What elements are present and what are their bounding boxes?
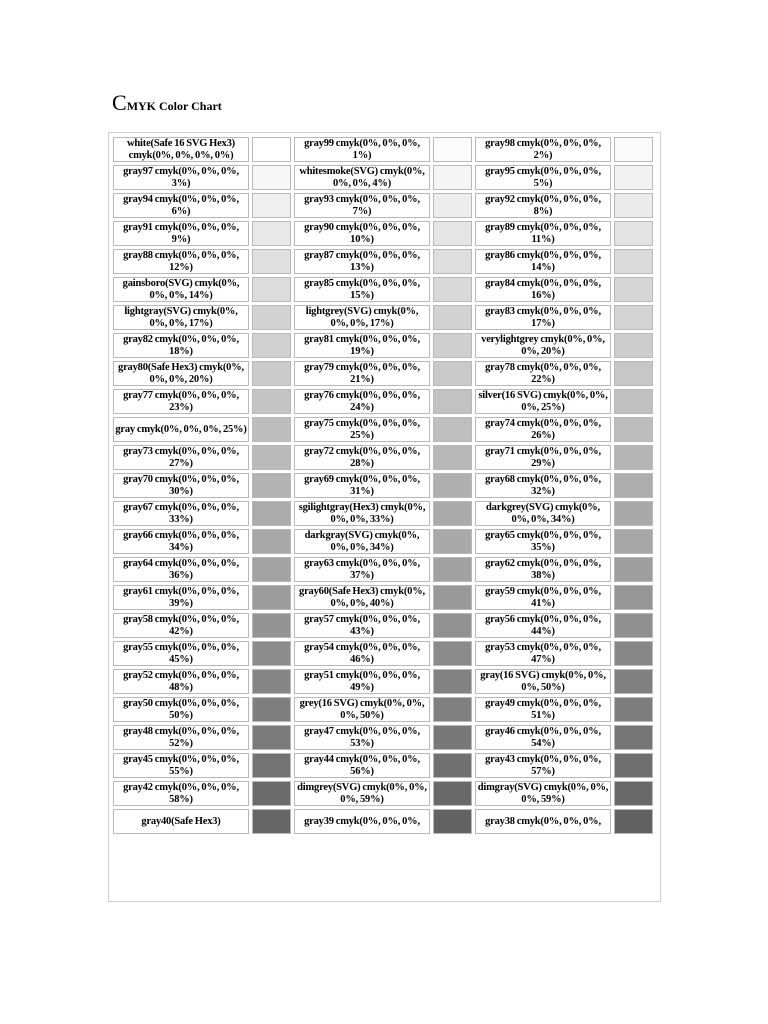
color-swatch <box>252 445 291 470</box>
color-label: gray60(Safe Hex3) cmyk(0%, 0%, 0%, 40%) <box>294 585 430 610</box>
color-label: gray88 cmyk(0%, 0%, 0%, 12%) <box>113 249 249 274</box>
color-label: gray80(Safe Hex3) cmyk(0%, 0%, 0%, 20%) <box>113 361 249 386</box>
color-swatch <box>433 305 472 330</box>
table-row <box>113 193 653 218</box>
color-swatch <box>433 613 472 638</box>
color-swatch <box>252 389 291 414</box>
color-label: gray48 cmyk(0%, 0%, 0%, 52%) <box>113 725 249 750</box>
color-label: gray74 cmyk(0%, 0%, 0%, 26%) <box>475 417 611 442</box>
color-swatch <box>433 473 472 498</box>
color-swatch <box>614 557 653 582</box>
color-swatch <box>433 137 472 162</box>
color-label: gray46 cmyk(0%, 0%, 0%, 54%) <box>475 725 611 750</box>
title-initial: C <box>112 90 127 115</box>
table-row <box>113 613 653 638</box>
color-label: lightgrey(SVG) cmyk(0%, 0%, 0%, 17%) <box>294 305 430 330</box>
color-label: gray54 cmyk(0%, 0%, 0%, 46%) <box>294 641 430 666</box>
color-swatch <box>614 585 653 610</box>
color-swatch <box>614 529 653 554</box>
color-swatch <box>433 697 472 722</box>
table-row <box>113 165 653 190</box>
color-swatch <box>433 669 472 694</box>
color-label: lightgray(SVG) cmyk(0%, 0%, 0%, 17%) <box>113 305 249 330</box>
color-label: gray52 cmyk(0%, 0%, 0%, 48%) <box>113 669 249 694</box>
color-swatch <box>614 277 653 302</box>
table-row <box>113 333 653 358</box>
color-swatch <box>614 641 653 666</box>
color-label: gray64 cmyk(0%, 0%, 0%, 36%) <box>113 557 249 582</box>
color-label: gray61 cmyk(0%, 0%, 0%, 39%) <box>113 585 249 610</box>
color-label: gray90 cmyk(0%, 0%, 0%, 10%) <box>294 221 430 246</box>
color-swatch <box>614 613 653 638</box>
color-swatch <box>433 165 472 190</box>
color-swatch <box>433 221 472 246</box>
color-swatch <box>433 529 472 554</box>
color-label: gray84 cmyk(0%, 0%, 0%, 16%) <box>475 277 611 302</box>
color-swatch <box>433 557 472 582</box>
color-swatch <box>252 221 291 246</box>
color-swatch <box>614 669 653 694</box>
color-swatch <box>433 641 472 666</box>
color-label: gray72 cmyk(0%, 0%, 0%, 28%) <box>294 445 430 470</box>
color-label: verylightgrey cmyk(0%, 0%, 0%, 20%) <box>475 333 611 358</box>
color-label: gray73 cmyk(0%, 0%, 0%, 27%) <box>113 445 249 470</box>
color-swatch <box>614 361 653 386</box>
color-label: gray63 cmyk(0%, 0%, 0%, 37%) <box>294 557 430 582</box>
color-swatch <box>252 641 291 666</box>
color-swatch <box>433 193 472 218</box>
color-label: gray69 cmyk(0%, 0%, 0%, 31%) <box>294 473 430 498</box>
color-swatch <box>252 781 291 806</box>
color-label: gray68 cmyk(0%, 0%, 0%, 32%) <box>475 473 611 498</box>
color-swatch <box>614 221 653 246</box>
color-swatch <box>614 445 653 470</box>
color-swatch <box>614 753 653 778</box>
color-label: gainsboro(SVG) cmyk(0%, 0%, 0%, 14%) <box>113 277 249 302</box>
color-swatch <box>614 809 653 834</box>
color-label: gray62 cmyk(0%, 0%, 0%, 38%) <box>475 557 611 582</box>
color-label: gray91 cmyk(0%, 0%, 0%, 9%) <box>113 221 249 246</box>
color-swatch <box>433 333 472 358</box>
color-swatch <box>433 361 472 386</box>
color-label: gray50 cmyk(0%, 0%, 0%, 50%) <box>113 697 249 722</box>
color-label: whitesmoke(SVG) cmyk(0%, 0%, 0%, 4%) <box>294 165 430 190</box>
color-swatch <box>433 389 472 414</box>
table-row <box>113 221 653 246</box>
color-label: gray cmyk(0%, 0%, 0%, 25%) <box>113 417 249 442</box>
color-label: gray44 cmyk(0%, 0%, 0%, 56%) <box>294 753 430 778</box>
color-label: gray70 cmyk(0%, 0%, 0%, 30%) <box>113 473 249 498</box>
color-label: gray43 cmyk(0%, 0%, 0%, 57%) <box>475 753 611 778</box>
color-label: gray45 cmyk(0%, 0%, 0%, 55%) <box>113 753 249 778</box>
color-swatch <box>433 781 472 806</box>
color-label: gray59 cmyk(0%, 0%, 0%, 41%) <box>475 585 611 610</box>
color-label: gray99 cmyk(0%, 0%, 0%, 1%) <box>294 137 430 162</box>
color-label: gray93 cmyk(0%, 0%, 0%, 7%) <box>294 193 430 218</box>
color-label: gray71 cmyk(0%, 0%, 0%, 29%) <box>475 445 611 470</box>
color-label: gray95 cmyk(0%, 0%, 0%, 5%) <box>475 165 611 190</box>
color-swatch <box>614 697 653 722</box>
color-label: gray38 cmyk(0%, 0%, 0%, <box>475 809 611 834</box>
color-swatch <box>252 585 291 610</box>
color-swatch <box>433 445 472 470</box>
color-swatch <box>433 585 472 610</box>
color-swatch <box>252 613 291 638</box>
color-swatch <box>252 165 291 190</box>
color-chart <box>108 132 661 902</box>
color-swatch <box>252 725 291 750</box>
color-label: gray58 cmyk(0%, 0%, 0%, 42%) <box>113 613 249 638</box>
color-swatch <box>614 305 653 330</box>
color-swatch <box>252 697 291 722</box>
color-swatch <box>433 501 472 526</box>
color-label: gray77 cmyk(0%, 0%, 0%, 23%) <box>113 389 249 414</box>
color-label: gray67 cmyk(0%, 0%, 0%, 33%) <box>113 501 249 526</box>
color-swatch <box>433 753 472 778</box>
color-swatch <box>614 165 653 190</box>
color-label: sgilightgray(Hex3) cmyk(0%, 0%, 0%, 33%) <box>294 501 430 526</box>
table-row <box>113 305 653 330</box>
color-label: gray81 cmyk(0%, 0%, 0%, 19%) <box>294 333 430 358</box>
color-label: gray57 cmyk(0%, 0%, 0%, 43%) <box>294 613 430 638</box>
color-swatch <box>433 277 472 302</box>
color-swatch <box>252 501 291 526</box>
color-label: darkgray(SVG) cmyk(0%, 0%, 0%, 34%) <box>294 529 430 554</box>
color-swatch <box>252 669 291 694</box>
color-label: gray42 cmyk(0%, 0%, 0%, 58%) <box>113 781 249 806</box>
color-swatch <box>614 725 653 750</box>
color-label: gray75 cmyk(0%, 0%, 0%, 25%) <box>294 417 430 442</box>
color-label: gray83 cmyk(0%, 0%, 0%, 17%) <box>475 305 611 330</box>
table-row <box>113 249 653 274</box>
color-swatch <box>614 781 653 806</box>
color-label: gray65 cmyk(0%, 0%, 0%, 35%) <box>475 529 611 554</box>
color-table-body <box>113 137 653 834</box>
color-swatch <box>252 277 291 302</box>
table-row <box>113 473 653 498</box>
color-swatch <box>252 557 291 582</box>
color-swatch <box>614 137 653 162</box>
table-row <box>113 501 653 526</box>
table-row <box>113 417 653 442</box>
color-label: dimgray(SVG) cmyk(0%, 0%, 0%, 59%) <box>475 781 611 806</box>
color-swatch <box>252 333 291 358</box>
color-label: gray56 cmyk(0%, 0%, 0%, 44%) <box>475 613 611 638</box>
table-row <box>113 557 653 582</box>
color-label: darkgrey(SVG) cmyk(0%, 0%, 0%, 34%) <box>475 501 611 526</box>
color-label: grey(16 SVG) cmyk(0%, 0%, 0%, 50%) <box>294 697 430 722</box>
color-swatch <box>614 501 653 526</box>
color-label: gray49 cmyk(0%, 0%, 0%, 51%) <box>475 697 611 722</box>
color-label: gray98 cmyk(0%, 0%, 0%, 2%) <box>475 137 611 162</box>
color-swatch <box>252 193 291 218</box>
color-swatch <box>433 809 472 834</box>
color-label: gray51 cmyk(0%, 0%, 0%, 49%) <box>294 669 430 694</box>
color-swatch <box>433 725 472 750</box>
color-label: silver(16 SVG) cmyk(0%, 0%, 0%, 25%) <box>475 389 611 414</box>
color-swatch <box>614 389 653 414</box>
color-label: gray85 cmyk(0%, 0%, 0%, 15%) <box>294 277 430 302</box>
color-swatch <box>252 809 291 834</box>
color-table <box>110 134 656 837</box>
table-row <box>113 529 653 554</box>
color-swatch <box>252 249 291 274</box>
color-swatch <box>252 361 291 386</box>
color-label: gray78 cmyk(0%, 0%, 0%, 22%) <box>475 361 611 386</box>
color-label: gray94 cmyk(0%, 0%, 0%, 6%) <box>113 193 249 218</box>
color-swatch <box>614 417 653 442</box>
color-swatch <box>433 417 472 442</box>
page-title <box>112 92 222 114</box>
color-label: gray86 cmyk(0%, 0%, 0%, 14%) <box>475 249 611 274</box>
table-row <box>113 585 653 610</box>
color-swatch <box>252 529 291 554</box>
table-row <box>113 137 653 162</box>
color-label: gray87 cmyk(0%, 0%, 0%, 13%) <box>294 249 430 274</box>
color-swatch <box>252 753 291 778</box>
color-label: gray55 cmyk(0%, 0%, 0%, 45%) <box>113 641 249 666</box>
color-swatch <box>252 417 291 442</box>
table-row <box>113 781 653 806</box>
color-swatch <box>614 193 653 218</box>
color-label: gray89 cmyk(0%, 0%, 0%, 11%) <box>475 221 611 246</box>
table-row <box>113 389 653 414</box>
color-swatch <box>614 473 653 498</box>
table-row <box>113 753 653 778</box>
color-swatch <box>252 137 291 162</box>
color-swatch <box>614 249 653 274</box>
color-swatch <box>252 305 291 330</box>
color-label: gray47 cmyk(0%, 0%, 0%, 53%) <box>294 725 430 750</box>
color-label: gray40(Safe Hex3) <box>113 809 249 834</box>
color-label: gray97 cmyk(0%, 0%, 0%, 3%) <box>113 165 249 190</box>
color-label: gray39 cmyk(0%, 0%, 0%, <box>294 809 430 834</box>
color-swatch <box>614 333 653 358</box>
table-row <box>113 809 653 834</box>
table-row <box>113 277 653 302</box>
color-label: gray92 cmyk(0%, 0%, 0%, 8%) <box>475 193 611 218</box>
table-row <box>113 361 653 386</box>
color-label: gray79 cmyk(0%, 0%, 0%, 21%) <box>294 361 430 386</box>
color-label: gray53 cmyk(0%, 0%, 0%, 47%) <box>475 641 611 666</box>
color-label: gray76 cmyk(0%, 0%, 0%, 24%) <box>294 389 430 414</box>
color-label: white(Safe 16 SVG Hex3) cmyk(0%, 0%, 0%, 0%) <box>113 137 249 162</box>
table-row <box>113 725 653 750</box>
color-label: gray(16 SVG) cmyk(0%, 0%, 0%, 50%) <box>475 669 611 694</box>
table-row <box>113 669 653 694</box>
table-row <box>113 697 653 722</box>
color-swatch <box>433 249 472 274</box>
table-row <box>113 445 653 470</box>
color-swatch <box>252 473 291 498</box>
color-label: dimgrey(SVG) cmyk(0%, 0%, 0%, 59%) <box>294 781 430 806</box>
table-row <box>113 641 653 666</box>
color-label: gray66 cmyk(0%, 0%, 0%, 34%) <box>113 529 249 554</box>
color-label: gray82 cmyk(0%, 0%, 0%, 18%) <box>113 333 249 358</box>
title-text: MYK Color Chart <box>126 99 222 113</box>
